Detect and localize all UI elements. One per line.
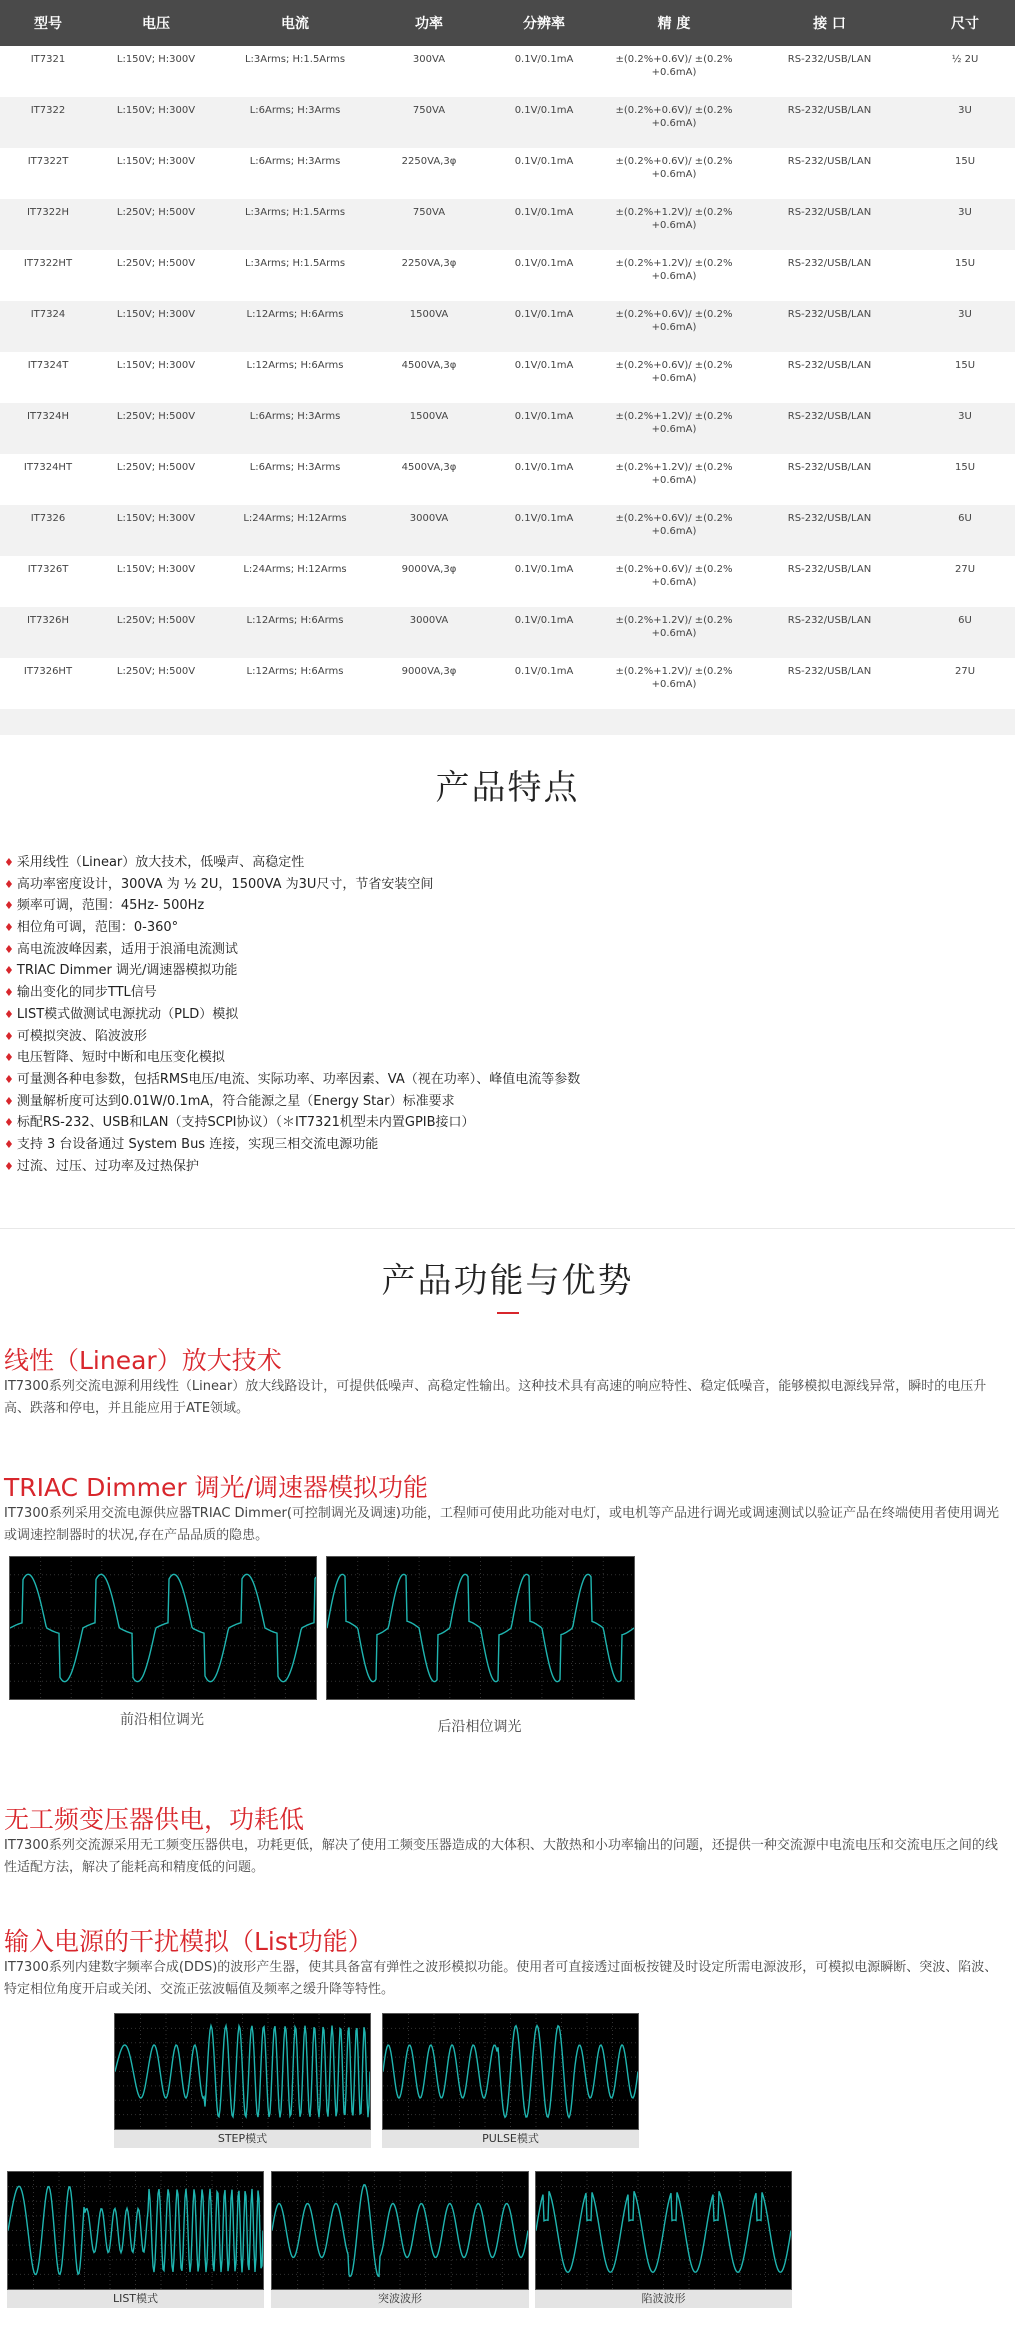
table-cell: IT7324 — [0, 301, 96, 352]
table-cell: RS-232/USB/LAN — [744, 454, 915, 505]
title-underline — [497, 1312, 519, 1314]
feature-text: TRIAC Dimmer 调光/调速器模拟功能 — [16, 963, 238, 979]
feature-text: 高电流波峰因素，适用于浪涌电流测试 — [16, 941, 238, 957]
list-item — [4, 1112, 580, 1134]
table-cell: 15U — [915, 454, 1015, 505]
table-cell: L:6Arms; H:3Arms — [216, 148, 374, 199]
scope-pulse — [382, 2013, 639, 2130]
table-cell: ±(0.2%+0.6V)/ ±(0.2% +0.6mA) — [604, 148, 744, 199]
table-cell: L:250V; H:500V — [96, 403, 216, 454]
spec-table-body — [0, 46, 1015, 709]
table-cell: IT7321 — [0, 46, 96, 97]
table-cell: IT7322T — [0, 148, 96, 199]
table-row — [0, 454, 1015, 505]
table-cell: 15U — [915, 352, 1015, 403]
table-cell: 750VA — [374, 97, 484, 148]
bullet-icon: ♦ — [4, 1159, 14, 1173]
table-row — [0, 658, 1015, 709]
table-row — [0, 97, 1015, 148]
scope-step — [114, 2013, 371, 2130]
table-cell: RS-232/USB/LAN — [744, 403, 915, 454]
caption-list: LIST模式 — [7, 2290, 264, 2308]
table-cell: 4500VA,3φ — [374, 454, 484, 505]
table-cell: L:12Arms; H:6Arms — [216, 352, 374, 403]
table-cell: RS-232/USB/LAN — [744, 250, 915, 301]
column-header: 功率 — [374, 0, 484, 46]
table-cell: 0.1V/0.1mA — [484, 352, 604, 403]
column-header: 尺寸 — [915, 0, 1015, 46]
bullet-icon: ♦ — [4, 942, 14, 956]
table-cell: 27U — [915, 658, 1015, 709]
feature-text: 标配RS-232、USB和LAN（支持SCPI协议）（＊IT7321机型未内置GPIB接口） — [16, 1115, 475, 1131]
column-header: 型号 — [0, 0, 96, 46]
table-row — [0, 352, 1015, 403]
feature-text: 电压暂降、短时中断和电压变化模拟 — [16, 1050, 225, 1066]
scope-surge — [271, 2171, 529, 2290]
scope-trailing-edge — [326, 1556, 635, 1700]
table-row — [0, 199, 1015, 250]
table-cell: 1500VA — [374, 403, 484, 454]
table-cell: 300VA — [374, 46, 484, 97]
bullet-icon: ♦ — [4, 1029, 14, 1043]
bullet-icon: ♦ — [4, 1116, 14, 1130]
table-cell: 750VA — [374, 199, 484, 250]
table-cell: ±(0.2%+0.6V)/ ±(0.2% +0.6mA) — [604, 352, 744, 403]
waveform-surge — [272, 2172, 528, 2289]
table-cell: L:150V; H:300V — [96, 352, 216, 403]
scope-notch — [535, 2171, 792, 2290]
table-row — [0, 403, 1015, 454]
spec-table-section — [0, 0, 1015, 735]
caption-step: STEP模式 — [114, 2130, 371, 2148]
table-cell: RS-232/USB/LAN — [744, 556, 915, 607]
spec-table-header — [0, 0, 1015, 46]
scope-grid — [10, 1557, 316, 1699]
feature-text: 相位角可调，范围：0-360° — [16, 920, 179, 936]
table-cell: RS-232/USB/LAN — [744, 199, 915, 250]
list-item — [4, 895, 580, 917]
table-cell: ±(0.2%+1.2V)/ ±(0.2% +0.6mA) — [604, 199, 744, 250]
list-item — [4, 1156, 580, 1178]
table-row — [0, 556, 1015, 607]
table-row — [0, 148, 1015, 199]
waveform-trailing-edge — [327, 1557, 634, 1699]
table-cell: 3U — [915, 403, 1015, 454]
list-item — [4, 874, 580, 896]
table-cell: ½ 2U — [915, 46, 1015, 97]
table-cell: RS-232/USB/LAN — [744, 148, 915, 199]
table-cell: L:150V; H:300V — [96, 301, 216, 352]
table-cell: RS-232/USB/LAN — [744, 352, 915, 403]
table-cell: IT7326T — [0, 556, 96, 607]
table-cell: IT7324T — [0, 352, 96, 403]
table-cell: L:250V; H:500V — [96, 658, 216, 709]
table-cell: IT7324H — [0, 403, 96, 454]
table-cell: 3U — [915, 301, 1015, 352]
table-cell: ±(0.2%+0.6V)/ ±(0.2% +0.6mA) — [604, 46, 744, 97]
table-cell: RS-232/USB/LAN — [744, 97, 915, 148]
section-text-linear: IT7300系列交流电源利用线性（Linear）放大线路设计，可提供低噪声、高稳定性输出。这种技术具有高速的响应特性、稳定低噪音，能够模拟电源线异常，瞬时的电压升高、跌落和停电，并且能应用于ATE领域。 — [4, 1379, 987, 1416]
waveform-pulse — [383, 2014, 638, 2129]
table-cell: L:150V; H:300V — [96, 46, 216, 97]
bullet-icon: ♦ — [4, 986, 14, 1000]
table-cell: L:250V; H:500V — [96, 250, 216, 301]
table-cell: IT7326 — [0, 505, 96, 556]
bullet-icon: ♦ — [4, 1072, 14, 1086]
table-cell: 0.1V/0.1mA — [484, 658, 604, 709]
bullet-icon: ♦ — [4, 856, 14, 869]
caption-notch: 陷波波形 — [535, 2290, 792, 2308]
table-cell: 3U — [915, 97, 1015, 148]
table-cell: 0.1V/0.1mA — [484, 607, 604, 658]
section-heading-list: 输入电源的干扰模拟（List功能） — [4, 1927, 373, 1956]
table-cell: RS-232/USB/LAN — [744, 658, 915, 709]
table-cell: 3U — [915, 199, 1015, 250]
table-cell: IT7322HT — [0, 250, 96, 301]
table-cell: 9000VA,3φ — [374, 556, 484, 607]
caption-leading-edge: 前沿相位调光 — [120, 1712, 204, 1728]
table-row — [0, 46, 1015, 97]
table-cell: 0.1V/0.1mA — [484, 403, 604, 454]
table-cell: 2250VA,3φ — [374, 148, 484, 199]
table-cell: RS-232/USB/LAN — [744, 607, 915, 658]
waveform-trace — [272, 2185, 528, 2277]
list-item — [4, 1004, 580, 1026]
scope-leading-edge — [9, 1556, 317, 1700]
list-item — [4, 982, 580, 1004]
list-item — [4, 939, 580, 961]
feature-text: 支持 3 台设备通过 System Bus 连接，实现三相交流电源功能 — [16, 1136, 379, 1152]
list-item — [4, 1091, 580, 1113]
bullet-icon: ♦ — [4, 877, 14, 891]
table-cell: IT7322 — [0, 97, 96, 148]
table-cell: L:3Arms; H:1.5Arms — [216, 250, 374, 301]
table-cell: 27U — [915, 556, 1015, 607]
feature-text: 过流、过压、过功率及过热保护 — [16, 1158, 199, 1174]
table-cell: L:6Arms; H:3Arms — [216, 97, 374, 148]
list-item — [4, 852, 580, 874]
table-cell: RS-232/USB/LAN — [744, 505, 915, 556]
table-cell: L:250V; H:500V — [96, 199, 216, 250]
caption-pulse: PULSE模式 — [382, 2130, 639, 2148]
table-cell: 3000VA — [374, 505, 484, 556]
table-cell: L:150V; H:300V — [96, 556, 216, 607]
scope-list — [7, 2171, 264, 2290]
feature-text: 采用线性（Linear）放大技术，低噪声、高稳定性 — [16, 855, 305, 870]
section-text-transformerless: IT7300系列交流源采用无工频变压器供电，功耗更低，解决了使用工频变压器造成的大体积、大散热和小功率输出的问题，还提供一种交流源中电流电压和交流电压之间的线性适配方法，解决了能耗高和精度低的问题。 — [4, 1838, 998, 1875]
table-cell: 6U — [915, 505, 1015, 556]
table-cell: L:150V; H:300V — [96, 97, 216, 148]
table-cell: 2250VA,3φ — [374, 250, 484, 301]
bullet-icon: ♦ — [4, 964, 14, 978]
waveform-step — [115, 2014, 370, 2129]
list-item — [4, 1026, 580, 1048]
table-cell: ±(0.2%+1.2V)/ ±(0.2% +0.6mA) — [604, 454, 744, 505]
waveform-notch — [536, 2172, 791, 2289]
column-header: 电压 — [96, 0, 216, 46]
bullet-icon: ♦ — [4, 1137, 14, 1151]
list-item — [4, 960, 580, 982]
column-header: 精 度 — [604, 0, 744, 46]
table-cell: 4500VA,3φ — [374, 352, 484, 403]
table-cell: IT7326HT — [0, 658, 96, 709]
table-row — [0, 607, 1015, 658]
table-cell: L:6Arms; H:3Arms — [216, 454, 374, 505]
bullet-icon: ♦ — [4, 921, 14, 935]
section-text-triac: IT7300系列采用交流电源供应器TRIAC Dimmer(可控制调光及调速)功能，工程师可使用此功能对电灯，或电机等产品进行调光或调速测试以验证产品在终端使用者使用调光或调速控制器时的状况,存在产品品质的隐患。 — [4, 1506, 999, 1543]
table-cell: 0.1V/0.1mA — [484, 556, 604, 607]
table-cell: L:3Arms; H:1.5Arms — [216, 199, 374, 250]
table-cell: L:250V; H:500V — [96, 607, 216, 658]
section-heading-transformerless: 无工频变压器供电，功耗低 — [4, 1805, 305, 1834]
table-cell: 0.1V/0.1mA — [484, 454, 604, 505]
bullet-icon: ♦ — [4, 1007, 14, 1021]
table-cell: IT7324HT — [0, 454, 96, 505]
spec-table — [0, 0, 1015, 709]
feature-text: 频率可调，范围：45Hz- 500Hz — [16, 898, 205, 914]
table-cell: 15U — [915, 148, 1015, 199]
table-cell: RS-232/USB/LAN — [744, 46, 915, 97]
table-cell: ±(0.2%+1.2V)/ ±(0.2% +0.6mA) — [604, 607, 744, 658]
features-list — [4, 852, 580, 1177]
table-cell: ±(0.2%+0.6V)/ ±(0.2% +0.6mA) — [604, 97, 744, 148]
table-cell: 0.1V/0.1mA — [484, 250, 604, 301]
table-cell: 9000VA,3φ — [374, 658, 484, 709]
table-cell: L:250V; H:500V — [96, 454, 216, 505]
list-item — [4, 917, 580, 939]
table-cell: 0.1V/0.1mA — [484, 301, 604, 352]
feature-text: 测量解析度可达到0.01W/0.1mA，符合能源之星（Energy Star）标准要求 — [16, 1093, 455, 1109]
table-cell: L:150V; H:300V — [96, 505, 216, 556]
caption-surge: 突波波形 — [271, 2290, 529, 2308]
list-item — [4, 1069, 580, 1091]
table-row — [0, 505, 1015, 556]
section-text-list: IT7300系列内建数字频率合成(DDS)的波形产生器，使其具备富有弹性之波形模拟功能。使用者可直接透过面板按键及时设定所需电源波形，可模拟电源瞬断、突波、陷波、特定相位角度开启或关闭、交流正弦波幅值及频率之缓升降等特性。 — [4, 1960, 998, 1997]
section-heading-triac: TRIAC Dimmer 调光/调速器模拟功能 — [4, 1473, 429, 1502]
feature-text: 高功率密度设计，300VA 为 ½ 2U，1500VA 为3U尺寸，节省安装空间 — [16, 876, 434, 892]
column-header: 接 口 — [744, 0, 915, 46]
waveform-leading-edge — [10, 1557, 316, 1699]
feature-text: LIST模式做测试电源扰动（PLD）模拟 — [16, 1006, 239, 1022]
table-cell: L:12Arms; H:6Arms — [216, 658, 374, 709]
table-cell: 3000VA — [374, 607, 484, 658]
table-cell: L:150V; H:300V — [96, 148, 216, 199]
table-row — [0, 250, 1015, 301]
table-cell: L:3Arms; H:1.5Arms — [216, 46, 374, 97]
table-cell: 6U — [915, 607, 1015, 658]
table-cell: L:24Arms; H:12Arms — [216, 556, 374, 607]
column-header: 分辨率 — [484, 0, 604, 46]
table-cell: 15U — [915, 250, 1015, 301]
list-item — [4, 1047, 580, 1069]
table-cell: 1500VA — [374, 301, 484, 352]
table-cell: IT7322H — [0, 199, 96, 250]
column-header: 电流 — [216, 0, 374, 46]
bullet-icon: ♦ — [4, 1051, 14, 1065]
waveform-list — [8, 2172, 263, 2289]
table-cell: ±(0.2%+0.6V)/ ±(0.2% +0.6mA) — [604, 301, 744, 352]
table-cell: 0.1V/0.1mA — [484, 199, 604, 250]
table-cell: 0.1V/0.1mA — [484, 148, 604, 199]
table-cell: L:12Arms; H:6Arms — [216, 301, 374, 352]
table-cell: L:12Arms; H:6Arms — [216, 607, 374, 658]
bullet-icon: ♦ — [4, 899, 14, 913]
feature-text: 可量测各种电参数，包括RMS电压/电流、实际功率、功率因素、VA（视在功率）、峰值电流等参数 — [16, 1071, 581, 1087]
section-divider — [0, 1228, 1015, 1229]
table-cell: ±(0.2%+1.2V)/ ±(0.2% +0.6mA) — [604, 250, 744, 301]
features-title: 产品特点 — [435, 768, 580, 808]
feature-text: 输出变化的同步TTL信号 — [16, 985, 157, 1001]
table-row — [0, 301, 1015, 352]
bullet-icon: ♦ — [4, 1094, 14, 1108]
table-cell: ±(0.2%+1.2V)/ ±(0.2% +0.6mA) — [604, 403, 744, 454]
table-cell: IT7326H — [0, 607, 96, 658]
feature-text: 可模拟突波、陷波波形 — [16, 1028, 147, 1044]
table-cell: L:24Arms; H:12Arms — [216, 505, 374, 556]
table-cell: 0.1V/0.1mA — [484, 97, 604, 148]
table-cell: ±(0.2%+0.6V)/ ±(0.2% +0.6mA) — [604, 505, 744, 556]
table-cell: 0.1V/0.1mA — [484, 46, 604, 97]
caption-trailing-edge: 后沿相位调光 — [437, 1719, 522, 1735]
list-item — [4, 1134, 580, 1156]
table-cell: L:6Arms; H:3Arms — [216, 403, 374, 454]
table-cell: 0.1V/0.1mA — [484, 505, 604, 556]
advantages-title: 产品功能与优势 — [381, 1261, 634, 1301]
section-heading-linear: 线性（Linear）放大技术 — [4, 1346, 282, 1375]
table-cell: ±(0.2%+0.6V)/ ±(0.2% +0.6mA) — [604, 556, 744, 607]
table-cell: RS-232/USB/LAN — [744, 301, 915, 352]
table-cell: ±(0.2%+1.2V)/ ±(0.2% +0.6mA) — [604, 658, 744, 709]
